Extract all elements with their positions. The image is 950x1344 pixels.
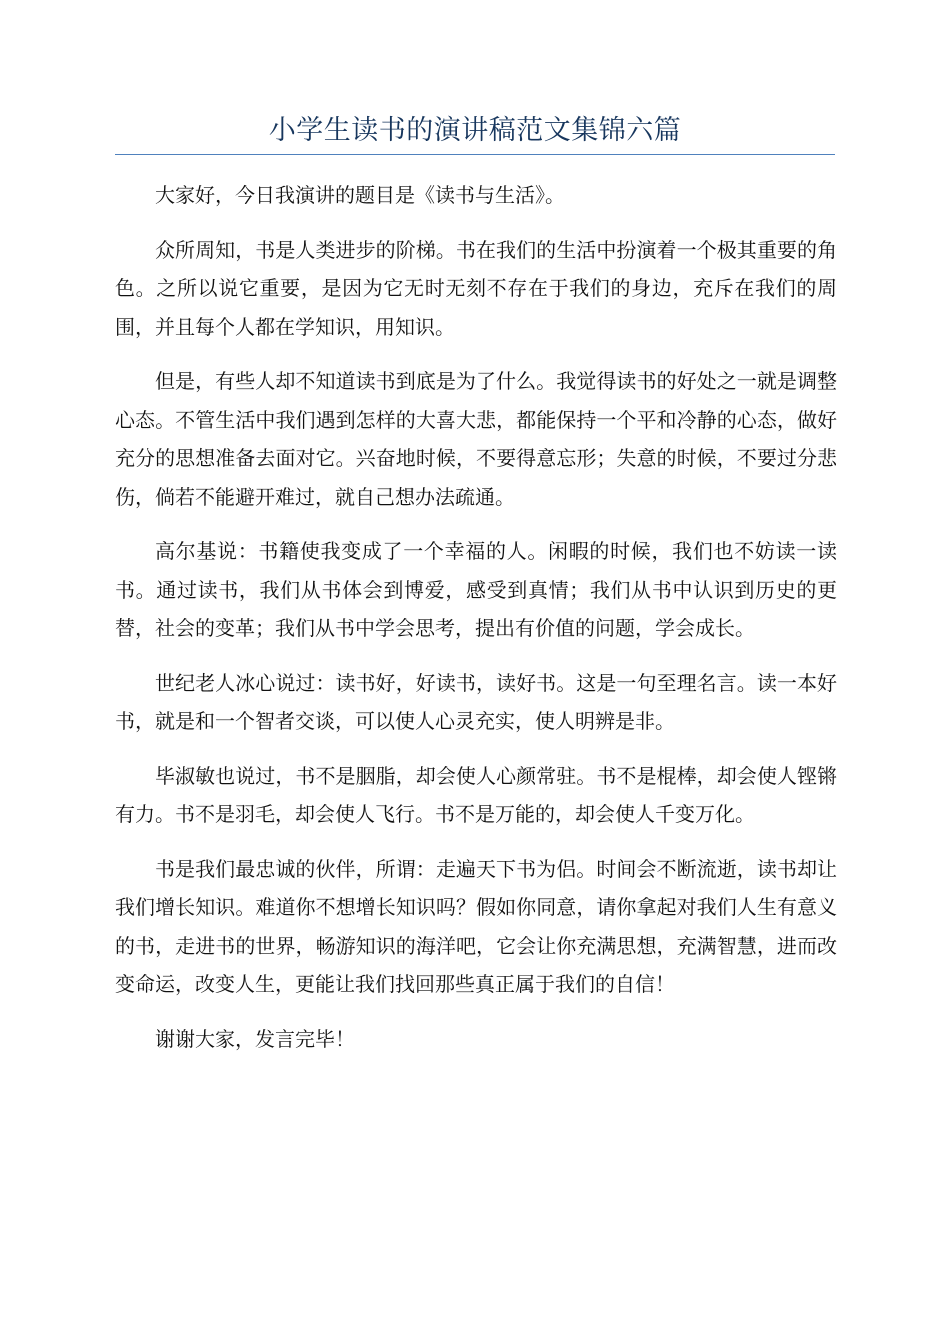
paragraph-gorky-quote: 高尔基说：书籍使我变成了一个幸福的人。闲暇的时候，我们也不妨读一读书。通过读书，我们从书体会到博爱，感受到真情；我们从书中认识到历史的更替，社会的变革；我们从书中学会思考，提出有价值的问题，学会成长。 <box>115 539 837 640</box>
paragraph-bishumin-quote: 毕淑敏也说过，书不是胭脂，却会使人心颜常驻。书不是棍棒，却会使人铿锵有力。书不是羽毛，却会使人飞行。书不是万能的，却会使人千变万化。 <box>115 763 837 826</box>
paragraph-adjust-mindset: 但是，有些人却不知道读书到底是为了什么。我觉得读书的好处之一就是调整心态。不管生活中我们遇到怎样的大喜大悲，都能保持一个平和冷静的心态，做好充分的思想准备去面对它。兴奋地时候，不要得意忘形；失意的时候，不要过分悲伤，倘若不能避开难过，就自己想办法疏通。 <box>115 369 837 509</box>
paragraph-bingxin-quote: 世纪老人冰心说过：读书好，好读书，读好书。这是一句至理名言。读一本好书，就是和一个智者交谈，可以使人心灵充实，使人明辨是非。 <box>115 670 837 733</box>
paragraph-closing: 谢谢大家，发言完毕！ <box>155 1026 355 1051</box>
paragraph-greeting: 大家好，今日我演讲的题目是《读书与生活》。 <box>155 183 565 207</box>
paragraph-ladder-of-progress: 众所周知，书是人类进步的阶梯。书在我们的生活中扮演着一个极其重要的角色。之所以说它重要，是因为它无时无刻不存在于我们的身边，充斥在我们的周围，并且每个人都在学知识，用知识。 <box>115 237 837 339</box>
document-title: 小学生读书的演讲稿范文集锦六篇 <box>268 115 682 146</box>
document-body <box>115 176 837 1074</box>
title-underline-rule <box>115 154 835 155</box>
paragraph-books-as-companions: 书是我们最忠诚的伙伴，所谓：走遍天下书为侣。时间会不断流逝，读书却让我们增长知识。难道你不想增长知识吗？假如你同意，请你拿起对我们人生有意义的书，走进书的世界，畅游知识的海洋吧，它会让你充满思想，充满智慧，进而改变命运，改变人生，更能让我们找回那些真正属于我们的自信！ <box>115 856 837 996</box>
